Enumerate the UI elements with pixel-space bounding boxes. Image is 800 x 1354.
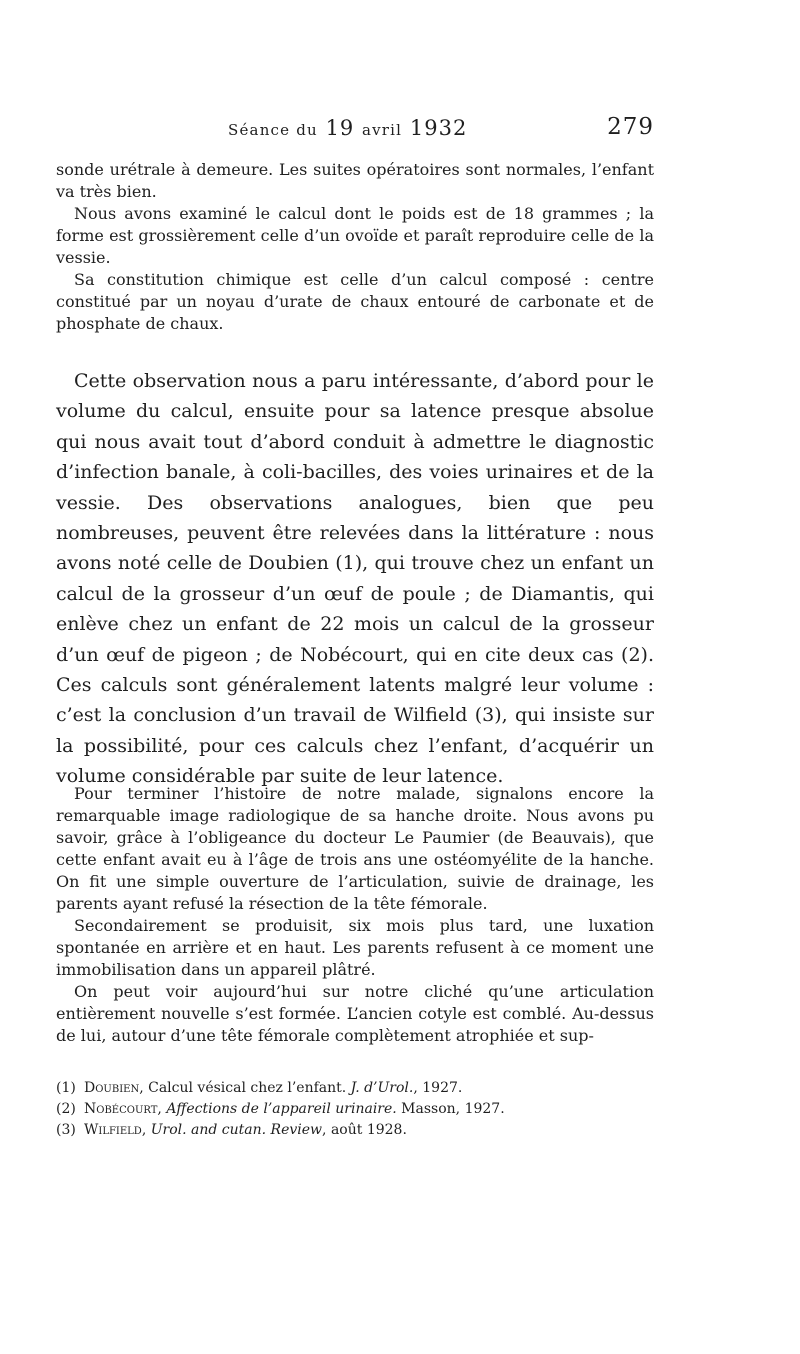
paragraph-luxation: Secondairement se produisit, six mois plus tard, une luxation spontanée en arrière et en haut. Les parents refusent à ce moment une immobilisation dans un appareil plâtré. <box>56 916 654 979</box>
page-header <box>56 114 654 148</box>
footnote-3-text: , <box>141 1122 151 1138</box>
footnote-3 <box>56 1120 654 1141</box>
paragraph-cliche: On peut voir aujourd’hui sur notre cliché qu’une articulation entièrement nouvelle s’est formée. L’ancien cotyle est comblé. Au-dessus de lui, autour d’une tête fémorale complètement atrophiée et sup- <box>56 982 654 1045</box>
discussion-block <box>56 366 654 792</box>
paragraph-examen-calcul: Nous avons examiné le calcul dont le poids est de 18 grammes ; la forme est grossièrement celle d’un ovoïde et paraît reproduire celle de la vessie. <box>56 204 654 267</box>
footnote-3-tail: , août 1928. <box>322 1122 407 1138</box>
footnote-3-author: Wilfield <box>84 1122 142 1138</box>
running-head-seance: Séance du <box>228 121 318 139</box>
running-head-month: avril <box>361 121 403 139</box>
running-head <box>228 116 467 140</box>
hip-history-block <box>56 783 654 1047</box>
paragraph-observation-interessante: Cette observation nous a paru intéressante, d’abord pour le volume du calcul, ensuite pour sa latence presque absolue qui nous avait tout d’abord conduit à admettre le diagnostic d’infection banale, à coli-bacilles, des voies urinaires et de la vessie. Des observations analogues, bien que peu nombreuses, peuvent être relevées dans la littérature : nous avons noté celle de Doubien (1), qui trouve chez un enfant un calcul de la grosseur d’un œuf de poule ; de Diamantis, qui enlève chez un enfant de 22 mois un calcul de la grosseur d’un œuf de pigeon ; de Nobécourt, qui en cite deux cas (2). Ces calculs sont généralement latents malgré leur volume : c’est la conclusion d’un travail de Wilfield (3), qui insiste sur la possibilité, pour ces calculs chez l’enfant, d’acquérir un volume considérable par suite de leur latence. <box>56 370 654 788</box>
footnote-1-text: , Calcul vésical chez l’enfant. <box>139 1080 351 1096</box>
footnote-2-journal: Affections de l’appareil urinaire. <box>166 1101 397 1117</box>
footnote-3-number: (3) <box>56 1122 76 1138</box>
page-number: 279 <box>607 114 654 140</box>
footnote-2 <box>56 1099 654 1120</box>
running-head-day: 19 <box>325 116 355 140</box>
paragraph-histoire-malade: Pour terminer l’histoire de notre malade, signalons encore la remarquable image radiologique de sa hanche droite. Nous avons pu savoir, grâce à l’obligeance du docteur Le Paumier (de Beauvais), que cette enfant avait eu à l’âge de trois ans une ostéomyélite de la hanche. On fit une simple ouverture de l’articulation, suivie de drainage, les parents ayant refusé la résection de la tête fémorale. <box>56 784 654 913</box>
footnotes <box>56 1078 654 1141</box>
footnote-2-text: , <box>157 1101 167 1117</box>
footnote-1-number: (1) <box>56 1080 76 1096</box>
footnote-1-journal: J. d’Urol. <box>350 1080 414 1096</box>
running-head-year: 1932 <box>409 116 468 140</box>
observation-end-block <box>56 159 654 335</box>
paragraph-suites-operatoires: sonde urétrale à demeure. Les suites opératoires sont normales, l’enfant va très bien. <box>56 160 654 201</box>
footnote-2-tail: Masson, 1927. <box>396 1101 505 1117</box>
paragraph-constitution-chimique: Sa constitution chimique est celle d’un calcul composé : centre constitué par un noyau d’urate de chaux entouré de carbonate et de phosphate de chaux. <box>56 270 654 333</box>
footnote-1 <box>56 1078 654 1099</box>
footnote-2-number: (2) <box>56 1101 76 1117</box>
footnote-1-author: Doubien <box>84 1080 140 1096</box>
footnote-2-author: Nobécourt <box>84 1101 158 1117</box>
footnote-3-journal: Urol. and cutan. Review <box>150 1122 323 1138</box>
footnote-1-tail: , 1927. <box>413 1080 463 1096</box>
